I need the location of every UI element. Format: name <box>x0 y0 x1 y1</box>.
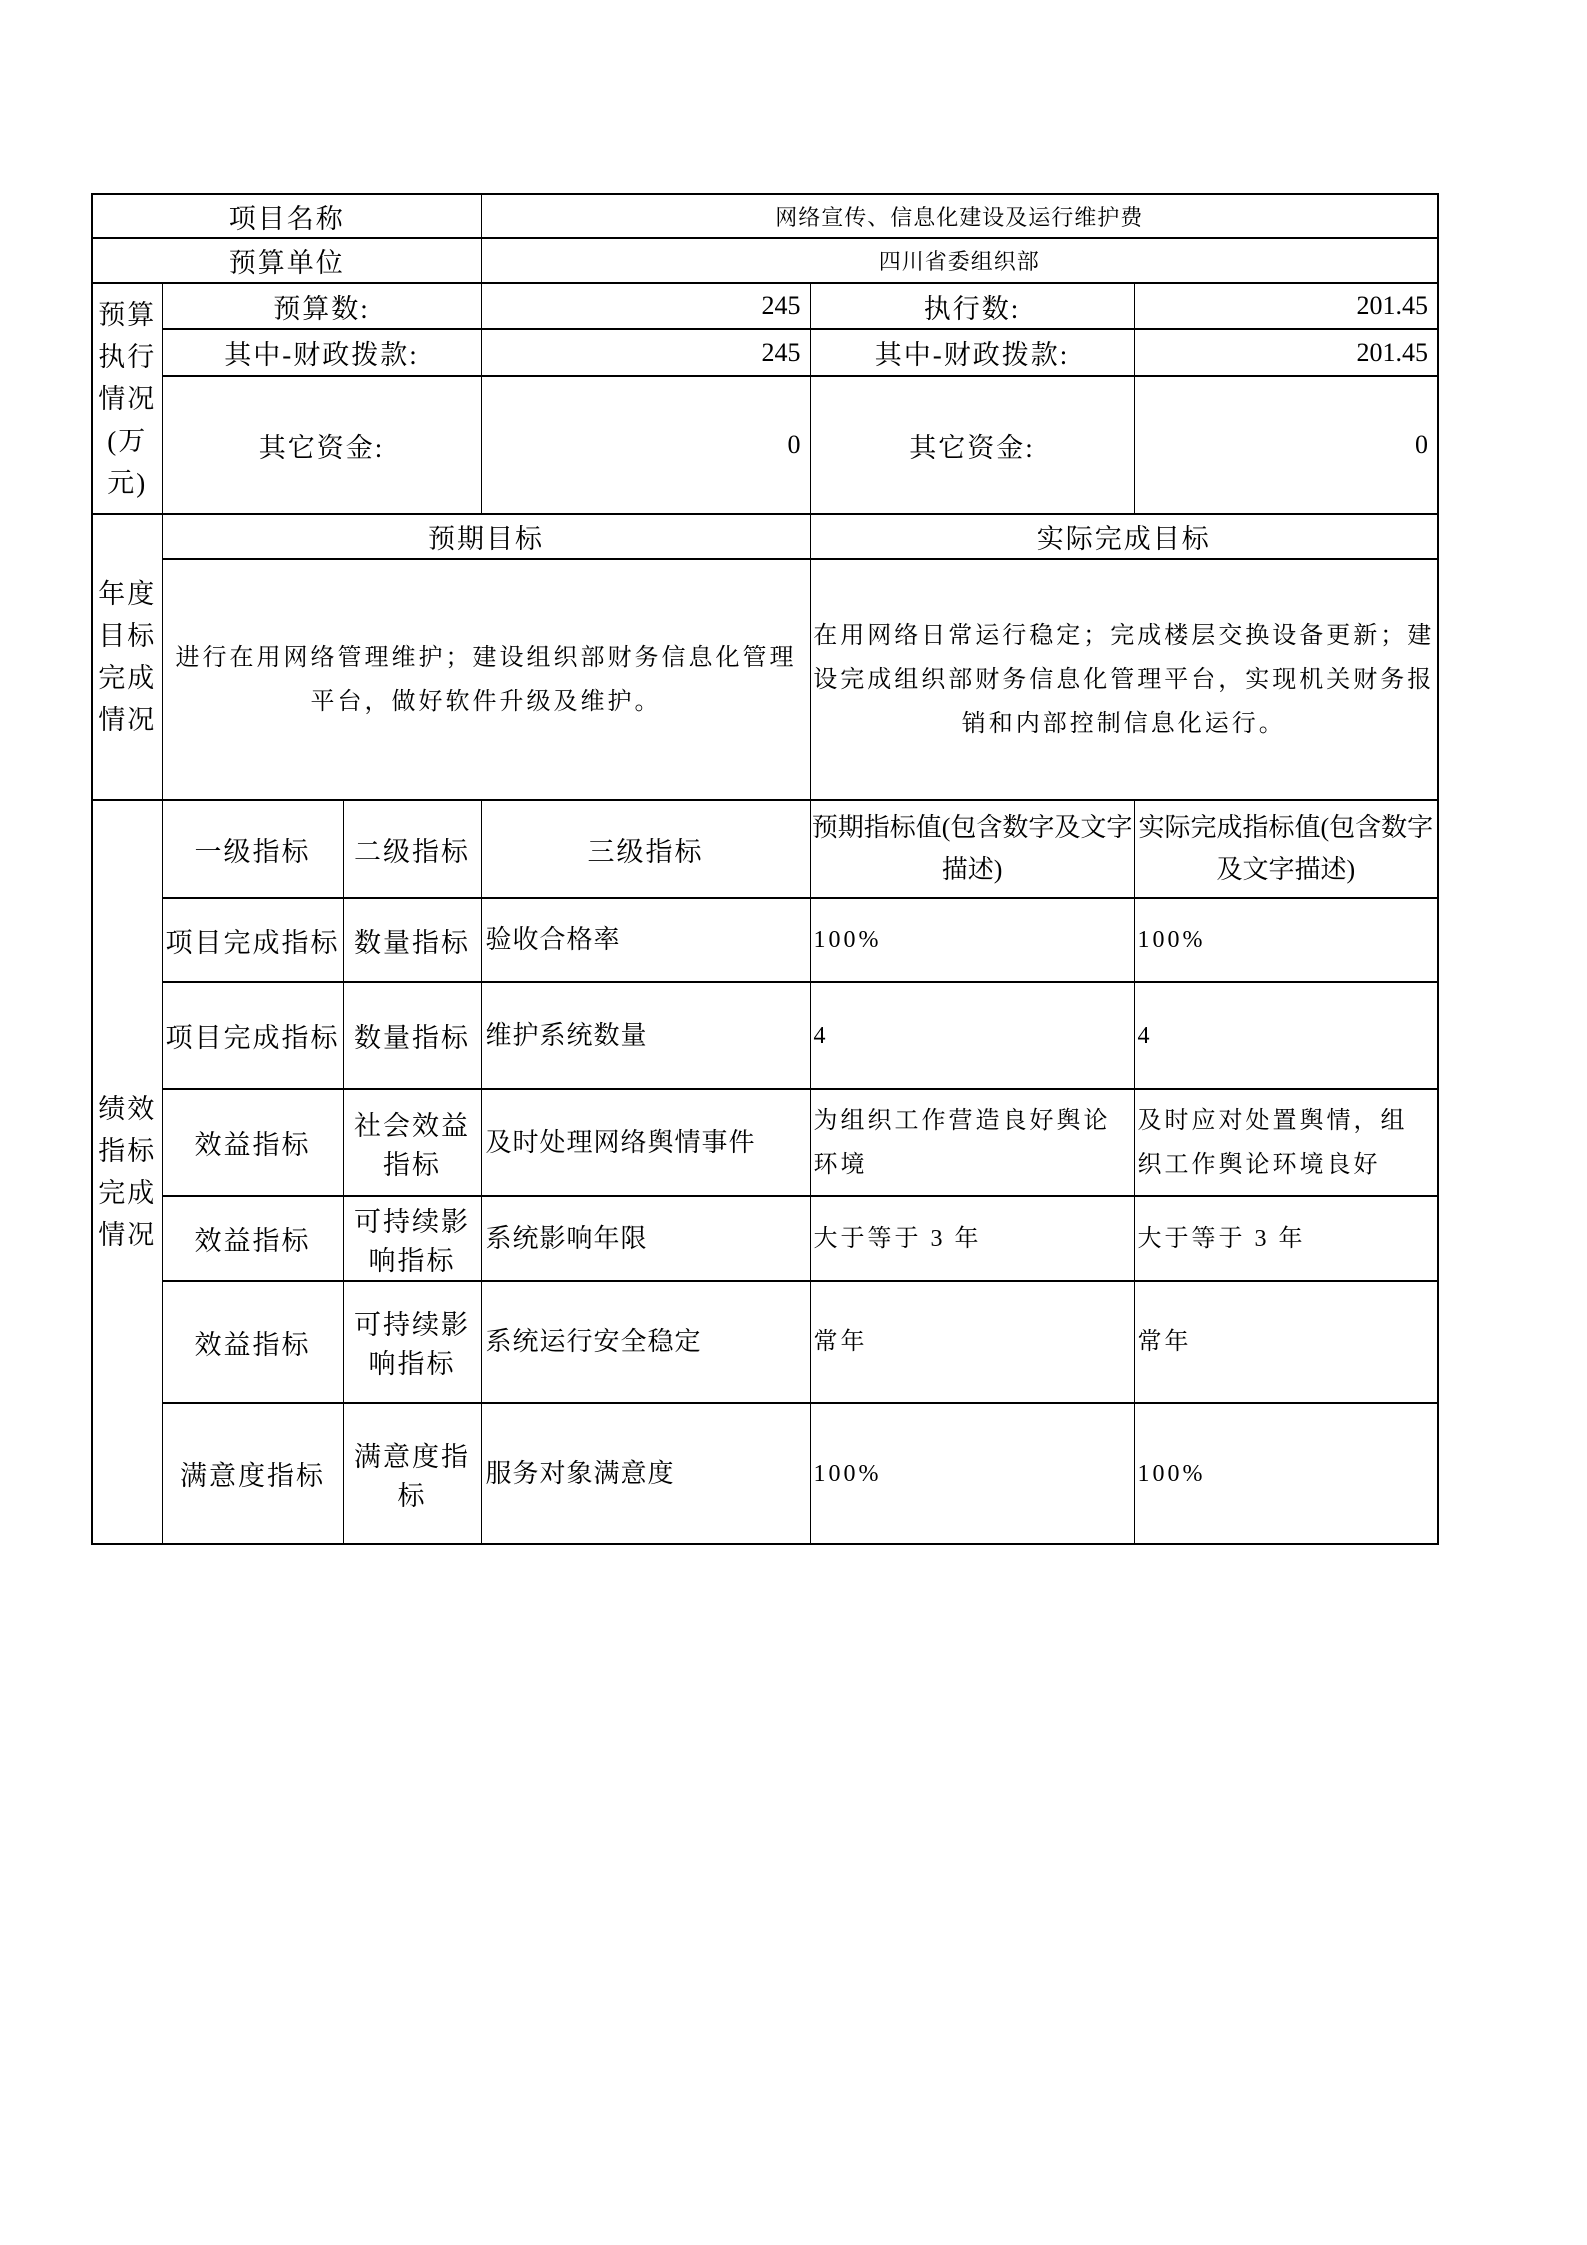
executed-amount-label: 执行数: <box>810 283 1134 329</box>
indicator-actual-cell: 大于等于 3 年 <box>1134 1196 1438 1281</box>
col-header-level1: 一级指标 <box>162 800 343 898</box>
col-header-level2: 二级指标 <box>343 800 481 898</box>
indicator-level3-cell: 服务对象满意度 <box>481 1403 810 1544</box>
indicator-level1-cell: 效益指标 <box>162 1196 343 1281</box>
indicator-row <box>92 1089 1438 1196</box>
project-name-value: 网络宣传、信息化建设及运行维护费 <box>481 194 1438 238</box>
fiscal-allocation-executed-label: 其中-财政拨款: <box>810 329 1134 376</box>
other-funds-executed-label: 其它资金: <box>810 376 1134 514</box>
indicator-row <box>92 1196 1438 1281</box>
indicator-level3-cell: 系统影响年限 <box>481 1196 810 1281</box>
indicator-level1-cell: 项目完成指标 <box>162 982 343 1089</box>
budget-amount-label: 预算数: <box>162 283 481 329</box>
indicator-expected-cell: 常年 <box>810 1281 1134 1403</box>
col-header-expected-value: 预期指标值(包含数字及文字描述) <box>810 800 1134 898</box>
indicator-row <box>92 982 1438 1089</box>
indicator-level2-cell: 数量指标 <box>343 982 481 1089</box>
budget-unit-row <box>92 238 1438 283</box>
expected-goal-header: 预期目标 <box>162 514 810 559</box>
indicator-level1-cell: 满意度指标 <box>162 1403 343 1544</box>
indicator-actual-cell: 100% <box>1134 1403 1438 1544</box>
project-name-row <box>92 194 1438 238</box>
fiscal-allocation-budget-value: 245 <box>481 329 810 376</box>
performance-report-table <box>91 193 1439 1545</box>
executed-amount-value: 201.45 <box>1134 283 1438 329</box>
fiscal-allocation-budget-label: 其中-财政拨款: <box>162 329 481 376</box>
other-funds-executed-value: 0 <box>1134 376 1438 514</box>
indicator-level1-cell: 项目完成指标 <box>162 898 343 982</box>
budget-unit-value: 四川省委组织部 <box>481 238 1438 283</box>
indicator-row <box>92 1403 1438 1544</box>
indicator-level2-cell: 可持续影响指标 <box>343 1281 481 1403</box>
budget-exec-row-2 <box>92 329 1438 376</box>
budget-exec-row-3 <box>92 376 1438 514</box>
actual-goal-header: 实际完成目标 <box>810 514 1438 559</box>
indicator-expected-cell: 100% <box>810 1403 1134 1544</box>
project-name-label: 项目名称 <box>92 194 481 238</box>
actual-goal-text: 在用网络日常运行稳定；完成楼层交换设备更新；建设完成组织部财务信息化管理平台，实现机关财务报销和内部控制信息化运行。 <box>810 559 1438 800</box>
other-funds-budget-value: 0 <box>481 376 810 514</box>
indicator-level3-cell: 及时处理网络舆情事件 <box>481 1089 810 1196</box>
indicator-actual-cell: 100% <box>1134 898 1438 982</box>
indicator-expected-cell: 大于等于 3 年 <box>810 1196 1134 1281</box>
indicator-level3-cell: 验收合格率 <box>481 898 810 982</box>
performance-section-header: 绩效指标完成情况 <box>92 800 162 1544</box>
indicator-actual-cell: 常年 <box>1134 1281 1438 1403</box>
indicator-actual-cell: 4 <box>1134 982 1438 1089</box>
fiscal-allocation-executed-value: 201.45 <box>1134 329 1438 376</box>
budget-unit-label: 预算单位 <box>92 238 481 283</box>
col-header-actual-value: 实际完成指标值(包含数字及文字描述) <box>1134 800 1438 898</box>
budget-amount-value: 245 <box>481 283 810 329</box>
indicator-level3-cell: 系统运行安全稳定 <box>481 1281 810 1403</box>
annual-goal-header-row <box>92 514 1438 559</box>
indicator-expected-cell: 为组织工作营造良好舆论环境 <box>810 1089 1134 1196</box>
budget-exec-section-header: 预算执行情况(万元) <box>92 283 162 514</box>
indicator-level2-cell: 可持续影响指标 <box>343 1196 481 1281</box>
indicator-expected-cell: 4 <box>810 982 1134 1089</box>
indicator-actual-cell: 及时应对处置舆情，组织工作舆论环境良好 <box>1134 1089 1438 1196</box>
indicator-level1-cell: 效益指标 <box>162 1089 343 1196</box>
indicator-row <box>92 898 1438 982</box>
budget-exec-row-1 <box>92 283 1438 329</box>
indicator-level2-cell: 数量指标 <box>343 898 481 982</box>
indicator-header-row <box>92 800 1438 898</box>
indicator-level1-cell: 效益指标 <box>162 1281 343 1403</box>
indicator-level2-cell: 满意度指标 <box>343 1403 481 1544</box>
indicator-level3-cell: 维护系统数量 <box>481 982 810 1089</box>
indicator-level2-cell: 社会效益指标 <box>343 1089 481 1196</box>
expected-goal-text: 进行在用网络管理维护；建设组织部财务信息化管理平台，做好软件升级及维护。 <box>162 559 810 800</box>
other-funds-budget-label: 其它资金: <box>162 376 481 514</box>
annual-goal-section-header: 年度目标完成情况 <box>92 514 162 800</box>
indicator-expected-cell: 100% <box>810 898 1134 982</box>
annual-goal-content-row <box>92 559 1438 800</box>
col-header-level3: 三级指标 <box>481 800 810 898</box>
indicator-row <box>92 1281 1438 1403</box>
